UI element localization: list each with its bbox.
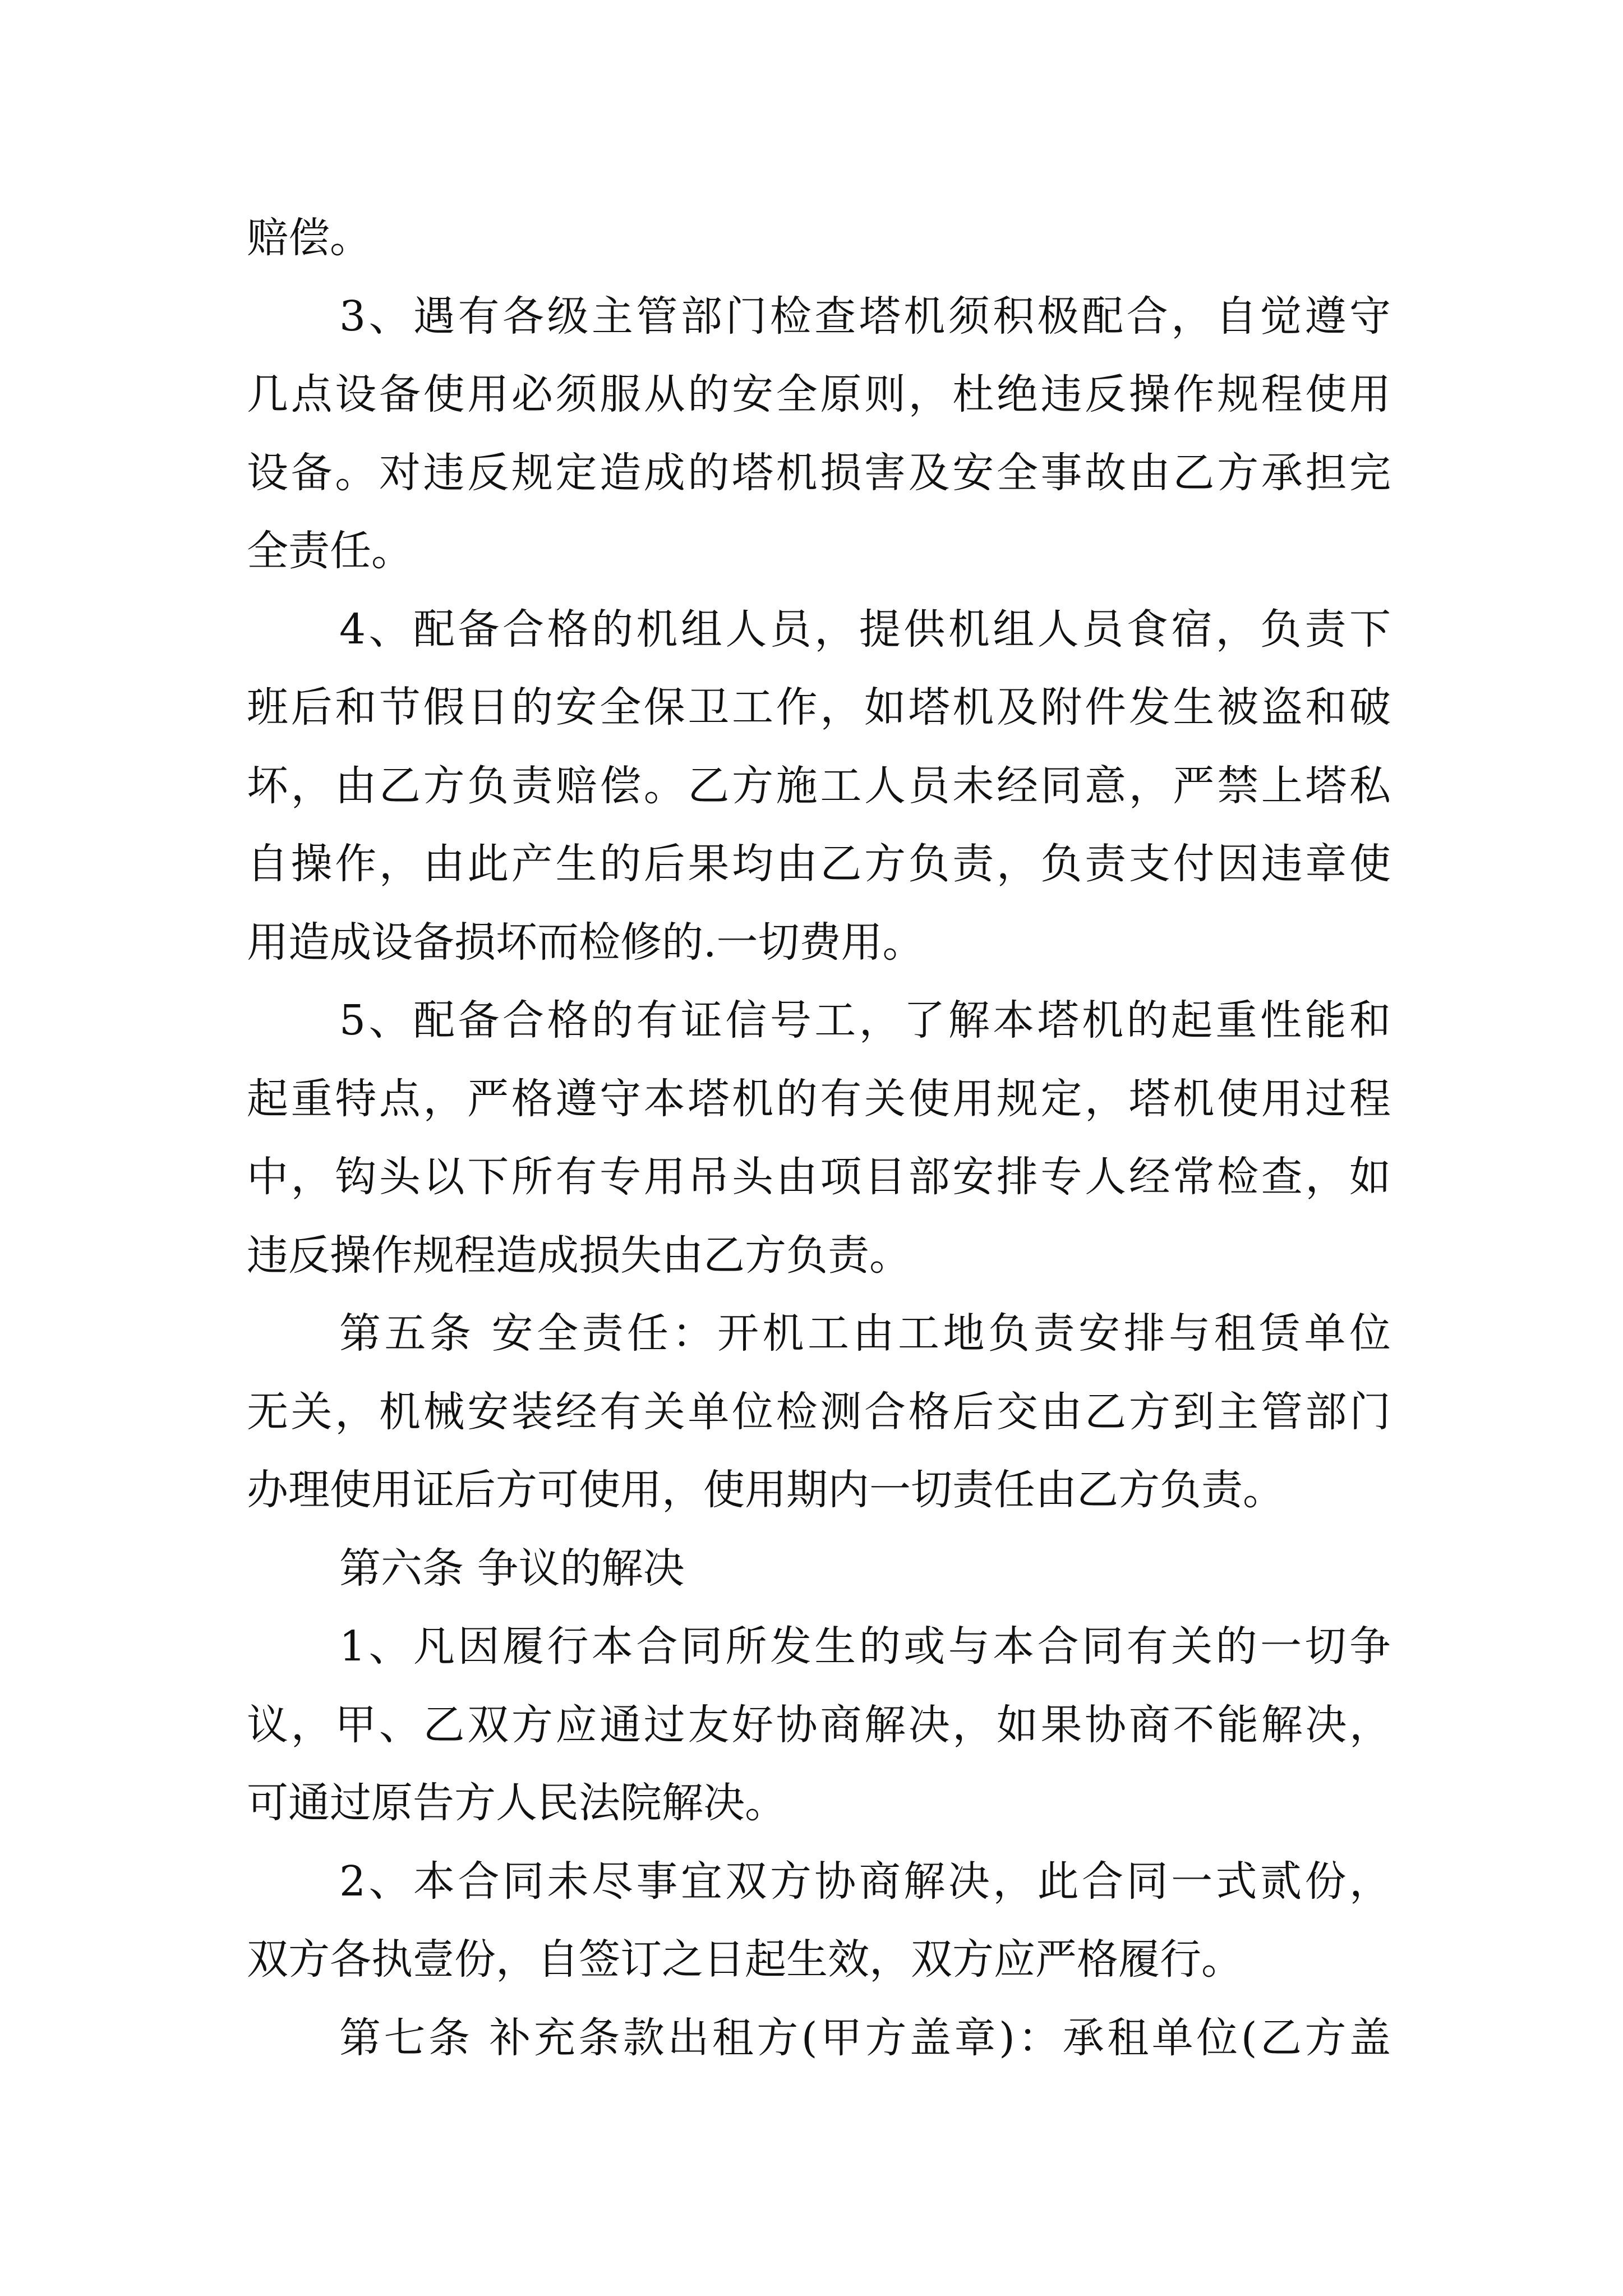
text-line: 赔偿。 bbox=[247, 214, 371, 262]
text-line: 用造成设备损坏而检修的.一切费用。 bbox=[247, 918, 924, 967]
contract-text-body bbox=[247, 199, 1391, 2077]
text-line: 起重特点，严格遵守本塔机的有关使用规定，塔机使用过程 bbox=[247, 1074, 1391, 1123]
text-line: 4、配备合格的机组人员，提供机组人员食宿，负责下 bbox=[339, 605, 1391, 654]
text-line: 第七条 补充条款出租方(甲方盖章)：承租单位(乙方盖 bbox=[339, 2013, 1391, 2062]
text-line: 中，钩头以下所有专用吊头由项目部安排专人经常检查，如 bbox=[247, 1153, 1391, 1201]
text-line: 办理使用证后方可使用，使用期内一切责任由乙方负责。 bbox=[247, 1466, 1284, 1514]
text-line: 班后和节假日的安全保卫工作，如塔机及附件发生被盗和破 bbox=[247, 683, 1391, 731]
text-line: 设备。对违反规定造成的塔机损害及安全事故由乙方承担完 bbox=[247, 448, 1391, 497]
text-line: 几点设备使用必须服从的安全原则，杜绝违反操作规程使用 bbox=[247, 370, 1391, 418]
text-line: 5、配备合格的有证信号工，了解本塔机的起重性能和 bbox=[339, 996, 1391, 1045]
text-line: 可通过原告方人民法院解决。 bbox=[247, 1779, 786, 1827]
text-line: 自操作，由此产生的后果均由乙方负责，负责支付因违章使 bbox=[247, 840, 1391, 888]
text-line: 第六条 争议的解决 bbox=[339, 1544, 685, 1593]
text-line: 1、凡因履行本合同所发生的或与本合同有关的一切争 bbox=[339, 1622, 1391, 1671]
text-line: 双方各执壹份，自签订之日起生效，双方应严格履行。 bbox=[247, 1935, 1243, 1984]
text-line: 2、本合同未尽事宜双方协商解决，此合同一式贰份， bbox=[339, 1857, 1391, 1906]
text-line: 全责任。 bbox=[247, 527, 413, 575]
text-line: 议，甲、乙双方应通过友好协商解决，如果协商不能解决， bbox=[247, 1700, 1391, 1749]
text-line: 坏，由乙方负责赔偿。乙方施工人员未经同意，严禁上塔私 bbox=[247, 761, 1391, 810]
text-line: 第五条 安全责任：开机工由工地负责安排与租赁单位 bbox=[339, 1309, 1391, 1358]
text-line: 3、遇有各级主管部门检查塔机须积极配合，自觉遵守 bbox=[339, 292, 1391, 341]
text-line: 无关，机械安装经有关单位检测合格后交由乙方到主管部门 bbox=[247, 1387, 1391, 1436]
text-line: 违反操作规程造成损失由乙方负责。 bbox=[247, 1231, 911, 1280]
